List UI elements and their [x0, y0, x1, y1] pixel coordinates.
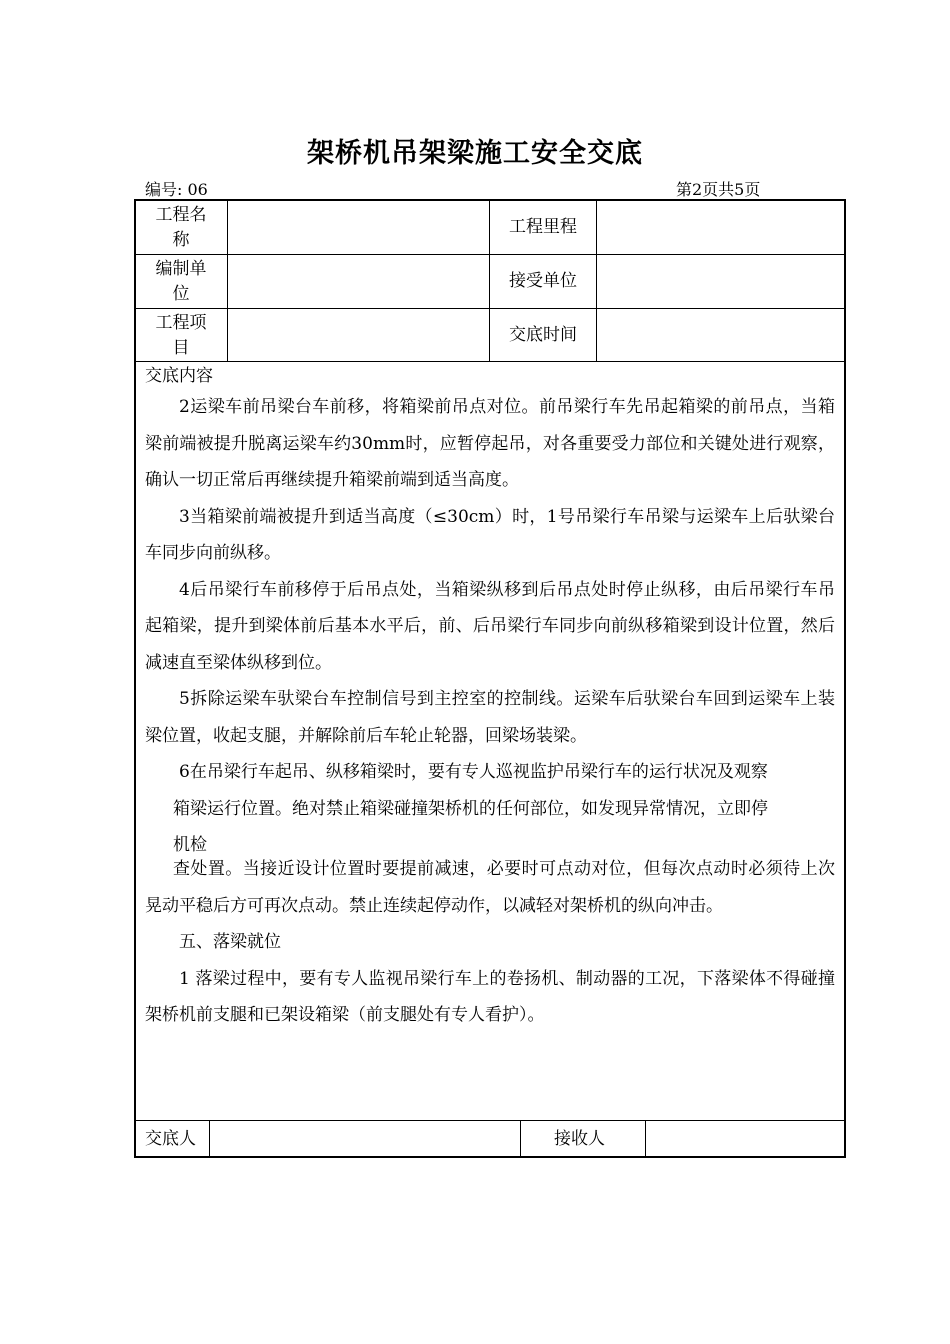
briefing-content-heading: 交底内容 [145, 366, 213, 386]
column-divider [520, 1120, 521, 1157]
project-item-label-line1: 工程项 [155, 313, 207, 333]
compile-unit-label-line2: 位 [172, 284, 190, 304]
document-title: 架桥机吊架梁施工安全交底 [307, 138, 643, 169]
project-name-label [135, 203, 227, 253]
receiver-value[interactable] [646, 1121, 844, 1157]
project-item-label [135, 311, 227, 361]
document-number: 编号: 06 [145, 180, 208, 199]
project-name-label-line1: 工程名 [155, 205, 207, 225]
briefing-time-label: 交底时间 [509, 325, 577, 345]
receive-unit-label: 接受单位 [509, 271, 577, 291]
project-name-value[interactable] [228, 203, 489, 253]
project-name-label-line2: 称 [172, 230, 190, 250]
section-heading: 五、落梁就位 [179, 932, 281, 952]
content-paragraph: 3当箱梁前端被提升到适当高度（≤30cm）时，1号吊梁行车吊梁与运梁车上后驮梁台车同步向前纵移。 [145, 506, 835, 563]
row-divider [135, 254, 845, 255]
content-paragraph: 6在吊梁行车起吊、纵移箱梁时，要有专人巡视监护吊梁行车的运行状况及观察 [179, 762, 768, 782]
compile-unit-label-line1: 编制单 [155, 259, 207, 279]
row-divider [135, 361, 845, 362]
content-paragraph: 2运梁车前吊梁台车前移，将箱梁前吊点对位。前吊梁行车先吊起箱梁的前吊点，当箱梁前端被提升脱离运梁车约30mm时，应暂停起吊，对各重要受力部位和关键处进行观察，确认一切正常后再继续提升箱梁前端到适当高度。 [145, 397, 835, 490]
compile-unit-label [135, 257, 227, 307]
content-paragraph: 箱梁运行位置。绝对禁止箱梁碰撞架桥机的任何部位，如发现异常情况，立即停 [173, 798, 768, 819]
content-paragraph: 5拆除运梁车驮梁台车控制信号到主控室的控制线。运梁车后驮梁台车回到运梁车上装梁位置，收起支腿，并解除前后车轮止轮器，回梁场装梁。 [145, 689, 835, 746]
briefing-content [145, 363, 835, 864]
project-item-label-line2: 目 [172, 338, 190, 358]
briefing-time-value[interactable] [597, 311, 844, 360]
briefer-label: 交底人 [145, 1129, 196, 1149]
receiver-label: 接收人 [554, 1129, 605, 1149]
project-mileage-label: 工程里程 [509, 217, 577, 237]
receive-unit-value[interactable] [597, 257, 844, 307]
content-paragraph: 1 落梁过程中，要有专人监视吊梁行车上的卷扬机、制动器的工况，下落梁体不得碰撞架桥机前支腿和已架设箱梁（前支腿处有专人看护）。 [145, 968, 835, 1025]
row-divider [135, 308, 845, 309]
content-paragraph: 4后吊梁行车前移停于后吊点处，当箱梁纵移到后吊点处时停止纵移，由后吊梁行车吊起箱梁，提升到梁体前后基本水平后，前、后吊梁行车同步向前纵移箱梁到设计位置，然后减速直至梁体纵移到位。 [145, 579, 835, 673]
briefer-value[interactable] [210, 1121, 520, 1157]
content-paragraph: 查处置。当接近设计位置时要提前减速，必要时可点动对位，但每次点动时必须待上次晃动平稳后方可再次点动。禁止连续起停动作，以减轻对架桥机的纵向冲击。 [145, 859, 835, 916]
compile-unit-value[interactable] [228, 257, 489, 307]
project-item-value[interactable] [228, 311, 489, 360]
briefing-content-continued [145, 851, 835, 1034]
page-indicator: 第2页共5页 [676, 180, 761, 199]
project-mileage-value[interactable] [597, 203, 844, 253]
content-paragraph: 机检 [173, 835, 207, 855]
